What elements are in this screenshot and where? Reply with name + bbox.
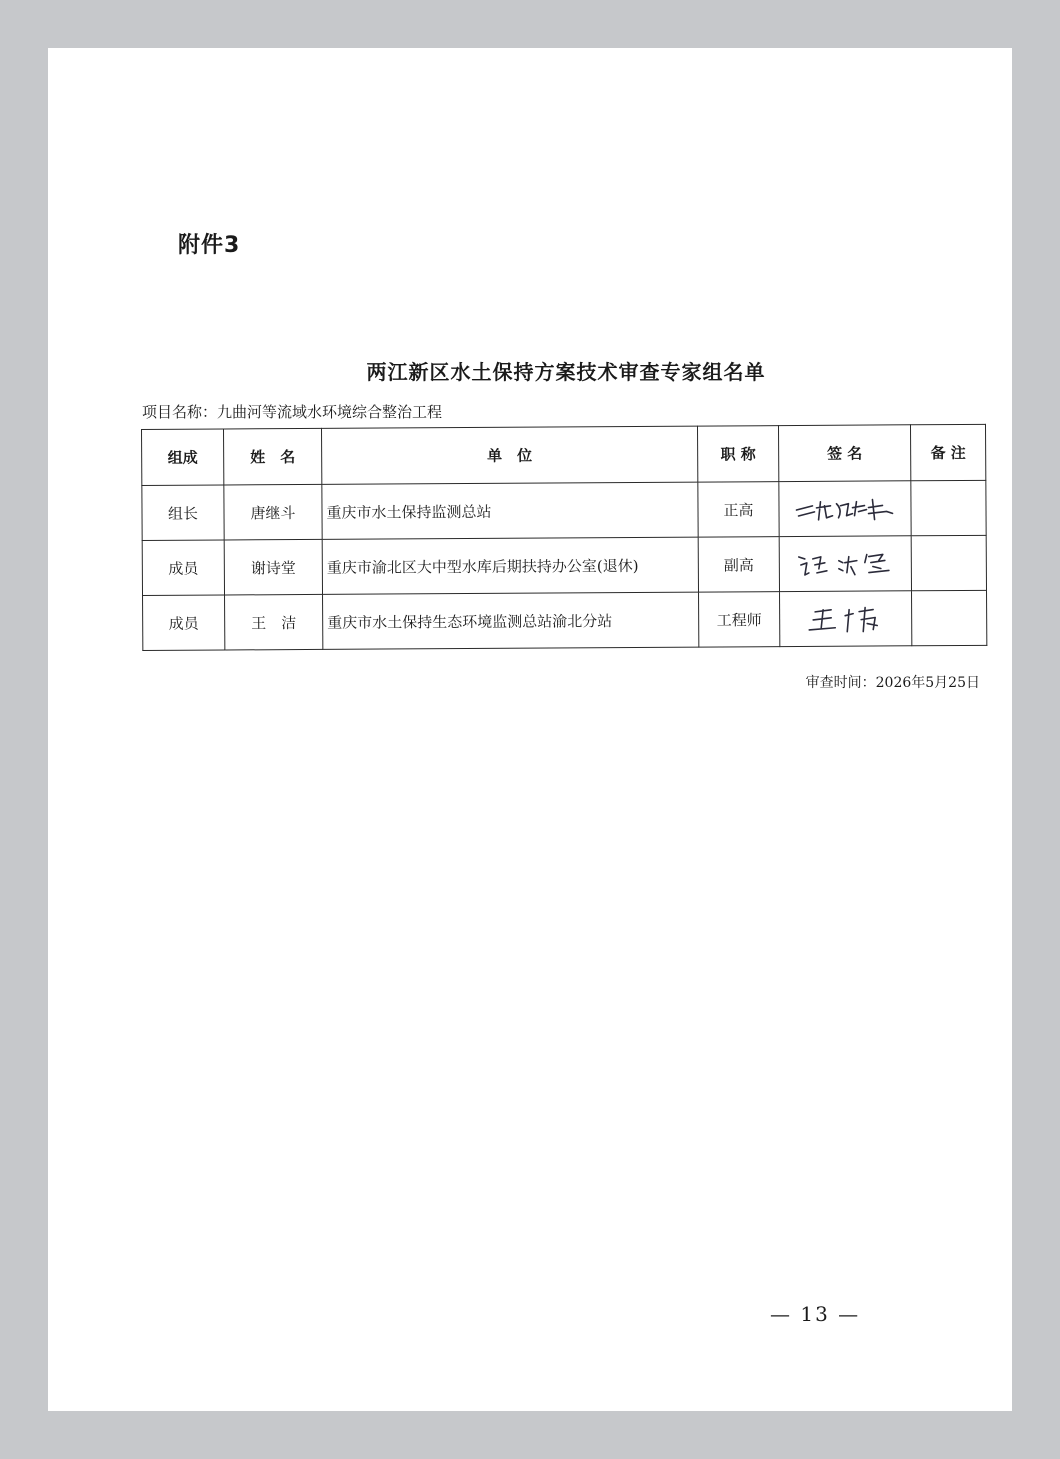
cell-remark [911,535,986,590]
cell-name: 王 洁 [225,594,323,650]
signature-scribble [790,491,900,526]
project-line [142,401,442,422]
table-row [143,590,987,650]
cell-remark [912,590,987,645]
expert-roster-table [141,424,987,651]
project-name: 九曲河等流域水环境综合整治工程 [217,403,443,421]
cell-role: 成员 [142,540,224,595]
header-name: 姓 名 [224,428,322,485]
cell-title: 副高 [698,537,779,592]
cell-unit: 重庆市渝北区大中型水库后期扶持办公室(退休) [322,537,698,594]
header-role: 组成 [142,429,224,485]
document-page [48,48,1012,1411]
document-title: 两江新区水土保持方案技术审查专家组名单 [366,360,766,384]
page-number: — 13 — [770,1302,861,1326]
attachment-label: 附件3 [178,233,241,258]
handwritten-signature [780,591,912,647]
cell-name: 唐继斗 [224,484,322,540]
cell-unit: 重庆市水土保持监测总站 [322,482,698,539]
handwritten-signature [779,481,911,537]
table-row [142,535,986,595]
cell-title: 正高 [698,482,779,537]
header-title: 职 称 [697,426,778,482]
cell-unit: 重庆市水土保持生态环境监测总站渝北分站 [323,592,699,649]
cell-role: 成员 [143,595,225,650]
header-signature: 签 名 [778,425,910,482]
handwritten-signature [779,536,911,592]
cell-name: 谢诗堂 [224,539,322,595]
cell-remark [911,480,986,535]
cell-role: 组长 [142,485,224,540]
project-label: 项目名称： [142,403,218,421]
signature-scribble [791,601,901,636]
header-remark: 备 注 [910,424,985,480]
table-row [142,480,986,540]
table-header-row [142,424,986,485]
cell-title: 工程师 [699,592,780,647]
signature-scribble [790,546,900,581]
header-unit: 单 位 [321,426,697,484]
review-date: 审查时间：2026年5月25日 [805,675,980,691]
